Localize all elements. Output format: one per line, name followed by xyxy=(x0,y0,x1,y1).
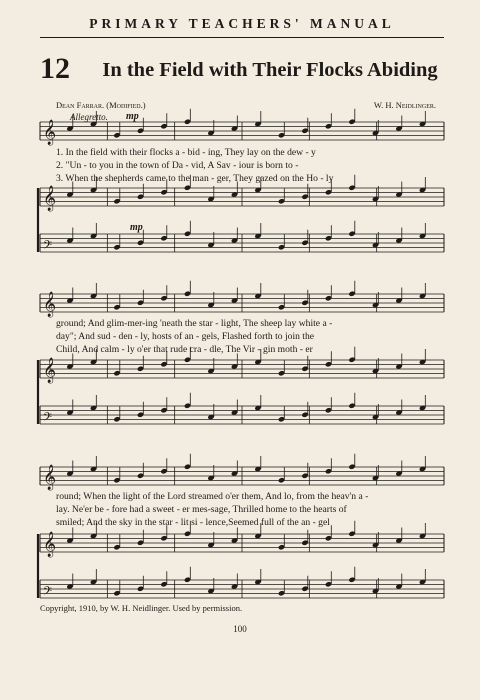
hymn-number: 12 xyxy=(40,52,70,85)
lyric-line-3-3: smiled; And the sky in the star - lit si - lence,Seemed full of the an - gel xyxy=(56,517,330,528)
words-attribution: Dean Farrar. (Modified.) xyxy=(56,100,146,110)
lyric-line-1-2: 2. "Un - to you in the town of Da - vid, A Sav - iour is born to - xyxy=(56,160,299,171)
bass-clef-icon: 𝄢 xyxy=(43,585,53,601)
dynamic-marking-lower: mp xyxy=(130,222,143,233)
treble-clef-icon: 𝄞 xyxy=(43,120,57,145)
running-header: PRIMARY TEACHERS' MANUAL xyxy=(89,16,395,31)
lyric-line-1-1: 1. In the field with their flocks a - bid - ing, They lay on the dew - y xyxy=(56,147,316,158)
treble-clef-icon: 𝄞 xyxy=(43,292,57,317)
music-attribution: W. H. Neidlinger. xyxy=(373,100,436,110)
treble-clef-icon: 𝄞 xyxy=(43,358,57,383)
copyright-notice: Copyright, 1910, by W. H. Neidlinger. Used by permission. xyxy=(40,603,243,613)
hymn-title: In the Field with Their Flocks Abiding xyxy=(102,59,438,81)
bass-clef-icon: 𝄢 xyxy=(43,411,53,427)
treble-clef-icon: 𝄞 xyxy=(43,465,57,490)
lyric-line-2-3: Child, And calm - ly o'er that rude cra - dle, The Vir - gin moth - er xyxy=(56,344,313,355)
tempo-marking: Allegretto. xyxy=(70,112,108,122)
lyric-line-3-2: lay. Ne'er be - fore had a sweet - er mes-sage, Thrilled home to the hearts of xyxy=(56,504,347,515)
treble-clef-icon: 𝄞 xyxy=(43,186,57,211)
dynamic-marking: mp xyxy=(126,111,139,122)
page-number: 100 xyxy=(233,624,247,634)
lyric-line-2-2: day"; And sud - den - ly, hosts of an - gels, Flashed forth to join the xyxy=(56,331,315,342)
bass-clef-icon: 𝄢 xyxy=(43,239,53,255)
lyric-line-2-1: ground; And glim-mer-ing 'neath the star - light, The sheep lay white a - xyxy=(56,318,333,329)
lyric-line-3-1: round; When the light of the Lord streamed o'er them, And lo, from the heav'n a - xyxy=(56,491,369,502)
lyric-line-1-3: 3. When the shepherds came to the man - ger, They gazed on the Ho - ly xyxy=(56,173,334,184)
treble-clef-icon: 𝄞 xyxy=(43,532,57,557)
